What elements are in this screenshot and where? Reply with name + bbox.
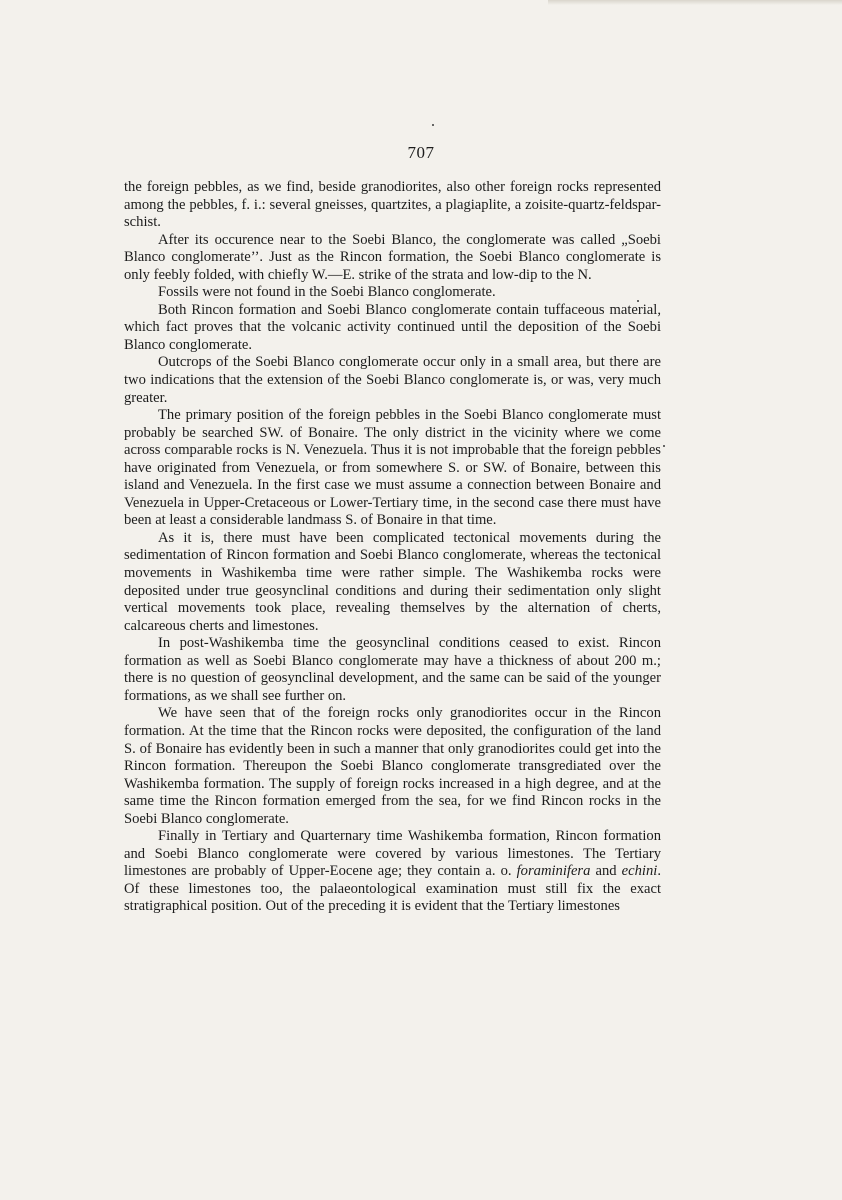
paragraph: [124, 179, 661, 232]
text-run: We have seen that of the foreign rocks only granodiorites occur in the Rincon formation. At the time that the Rincon rocks were deposited, the configuration of the land S. of Bonaire has evidently been in such a manner that only granodiorites could get into the Rincon formation. Thereupon the Soebi Blanco conglomerate transgrediated over the Washikemba formation. The supply of foreign rocks increased in a high degree, and at the same time the Rincon formation emerged from the sea, for we find Rincon rocks in the Soebi Blanco conglomerate.: [124, 705, 661, 827]
text-run: As it is, there must have been complicated tectonical movements during the sedimentation of Rincon formation and Soebi Blanco conglomerate, whereas the tectonical movements in Washikemba time were rather simple. The Washikemba rocks were deposited under true geosynclinal conditions and during their sedimentation only slight vertical movements took place, revealing themselves by the alternation of cherts, calcareous cherts and limestones.: [124, 529, 661, 634]
text-run: Both Rincon formation and Soebi Blanco conglomerate contain tuffaceous material, which fact proves that the volcanic activity continued until the deposition of the Soebi Blanco conglomerate.: [124, 301, 661, 353]
paragraph: [124, 284, 661, 302]
text-run: Fossils were not found in the Soebi Blanco conglomerate.: [158, 284, 496, 301]
body-text: [124, 179, 661, 916]
paragraph: [124, 635, 661, 705]
text-run: Finally in Tertiary and Quarternary time Washikemba formation, Rincon formation and Soebi Blanco conglomerate were covered by various limestones. The Tertiary limestones are probably of Upper-Eocene age; they contain a. o.: [124, 828, 661, 880]
italic-term: foraminifera: [516, 863, 591, 880]
scan-speck: [432, 124, 434, 126]
paragraph: [124, 828, 661, 916]
italic-term: echini: [621, 863, 658, 880]
paragraph: [124, 530, 661, 635]
page-number: 707: [407, 143, 435, 162]
paragraph: [124, 705, 661, 828]
text-run: After its occurence near to the Soebi Blanco, the conglomerate was called „Soebi Blanco conglomerate’’. Just as the Rincon formation, the Soebi Blanco conglomerate is only feebly folded, with chiefly W.—E. strike of the strata and low-dip to the N.: [124, 231, 661, 283]
text-run: The primary position of the foreign pebbles in the Soebi Blanco conglomerate must probably be searched SW. of Bonaire. The only district in the vicinity where we come across comparable rocks is N. Venezuela. Thus it is not improbable that the foreign pebbles have originated from Venezuela, or from somewhere S. or SW. of Bonaire, between this island and Venezuela. In the first case we must assume a connection between Bonaire and Venezuela in Upper-Cretaceous or Lower-Tertiary time, in the second case there must have been at least a considerable landmass S. of Bonaire in that time.: [124, 407, 661, 529]
paragraph: [124, 232, 661, 285]
text-run: . Of these limestones too, the palaeontological examination must still fix the exact stratigraphical position. Out of the preceding it is evident that the Tertiary limestones: [124, 863, 661, 915]
paragraph: [124, 407, 661, 530]
text-run: and: [590, 863, 622, 880]
text-run: In post-Washikemba time the geosynclinal conditions ceased to exist. Rincon formation as well as Soebi Blanco conglomerate may have a thickness of about 200 m.; there is no question of geosynclinal development, and the same can be said of the younger formations, as we shall see further on.: [124, 635, 661, 704]
scan-speck: [663, 445, 665, 447]
text-run: Outcrops of the Soebi Blanco conglomerate occur only in a small area, but there are two indications that the extension of the Soebi Blanco conglomerate is, or was, very much greater.: [124, 354, 661, 406]
scan-edge-shadow: [548, 0, 842, 5]
text-run: the foreign pebbles, as we find, beside granodiorites, also other foreign rocks represented among the pebbles, f. i.: several gneisses, quartzites, a plagiaplite, a zoisite-quartz-feldspar-schist.: [124, 179, 661, 231]
paragraph: [124, 354, 661, 407]
paragraph: [124, 302, 661, 355]
